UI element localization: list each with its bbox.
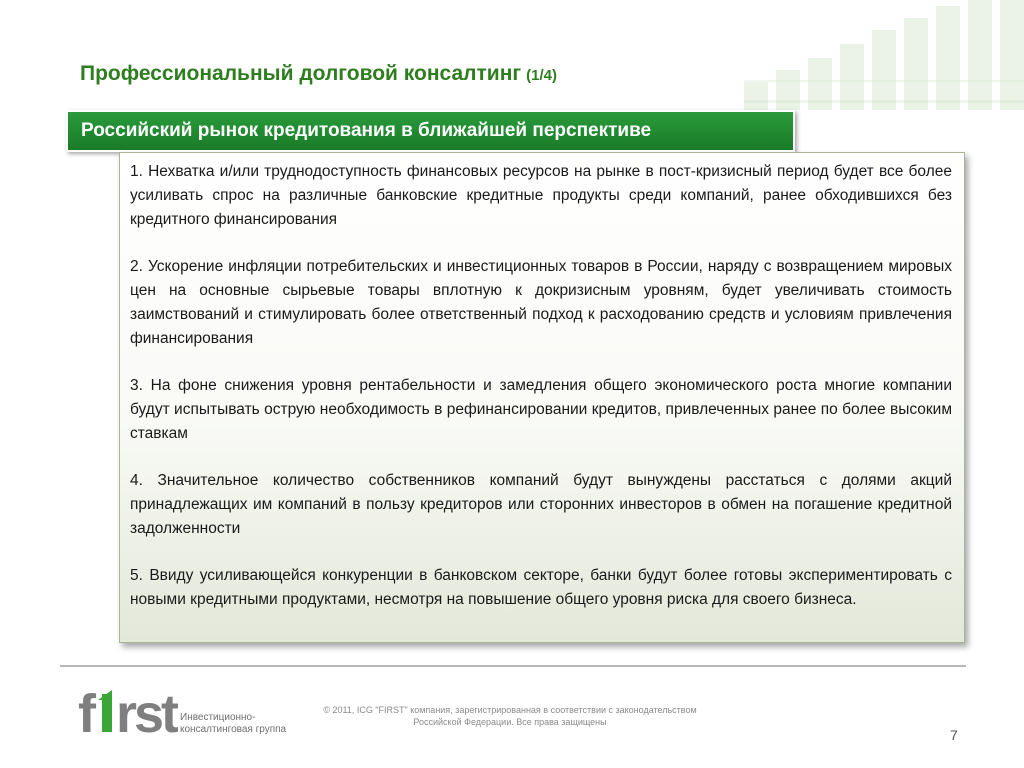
svg-text:f: f (78, 684, 93, 742)
paragraph-4: 4. Значительное количество собственников компаний будут вынуждены расстаться с долями акций принадлежащих им компаний в пользу кредиторов или сторонних инвесторов в обмен на погашение кредитной задолженности (130, 472, 952, 537)
section-banner-title: Российский рынок кредитования в ближайшей перспективе (81, 120, 652, 141)
copyright-line1: © 2011, ICG "FIRST" компания, зарегистрированная в соответствии с законодательством (323, 705, 697, 715)
first-logo (78, 680, 178, 742)
page-title-text: Профессиональный долговой консалтинг (80, 62, 522, 85)
logo-tagline-line1: Инвестиционно- (180, 712, 256, 723)
page-number: 7 (950, 727, 958, 743)
bar-chart-watermark-icon (684, 0, 1024, 110)
page-title (80, 62, 557, 86)
logo-tagline-line2: консалтинговая группа (180, 724, 287, 735)
logo-tagline (180, 712, 286, 736)
footer-divider (60, 665, 966, 667)
content-box (119, 152, 965, 643)
copyright-line2: Российской Федерации. Все права защищены (413, 717, 607, 727)
paragraph-3: 3. На фоне снижения уровня рентабельности и замедления общего экономического роста многие компании будут испытывать острую необходимость в рефинансировании кредитов, привлеченных ранее по более высоким ставкам (130, 377, 952, 442)
copyright-notice (310, 704, 710, 728)
paragraph-2: 2. Ускорение инфляции потребительских и инвестиционных товаров в России, наряду с возвращением мировых цен на основные сырьевые товары вплотную к докризисным уровням, будет увеличивать стоимость заимствований и стимулировать более ответственный подход к расходованию средств и условиям привлечения финансирования (130, 258, 952, 347)
page-title-suffix: (1/4) (526, 67, 557, 84)
paragraph-1: 1. Нехватка и/или труднодоступность финансовых ресурсов на рынке в пост-кризисный период будет все более усиливать спрос на различные банковские кредитные продукты среди компаний, ранее обходившихся без кредитного финансирования (130, 163, 952, 228)
section-banner (66, 110, 795, 152)
svg-text:rst: rst (116, 684, 177, 742)
paragraph-5: 5. Ввиду усиливающейся конкуренции в банковском секторе, банки будут более готовы экспериментировать с новыми кредитными продуктами, несмотря на повышение общего уровня риска для своего бизнеса. (130, 567, 952, 608)
